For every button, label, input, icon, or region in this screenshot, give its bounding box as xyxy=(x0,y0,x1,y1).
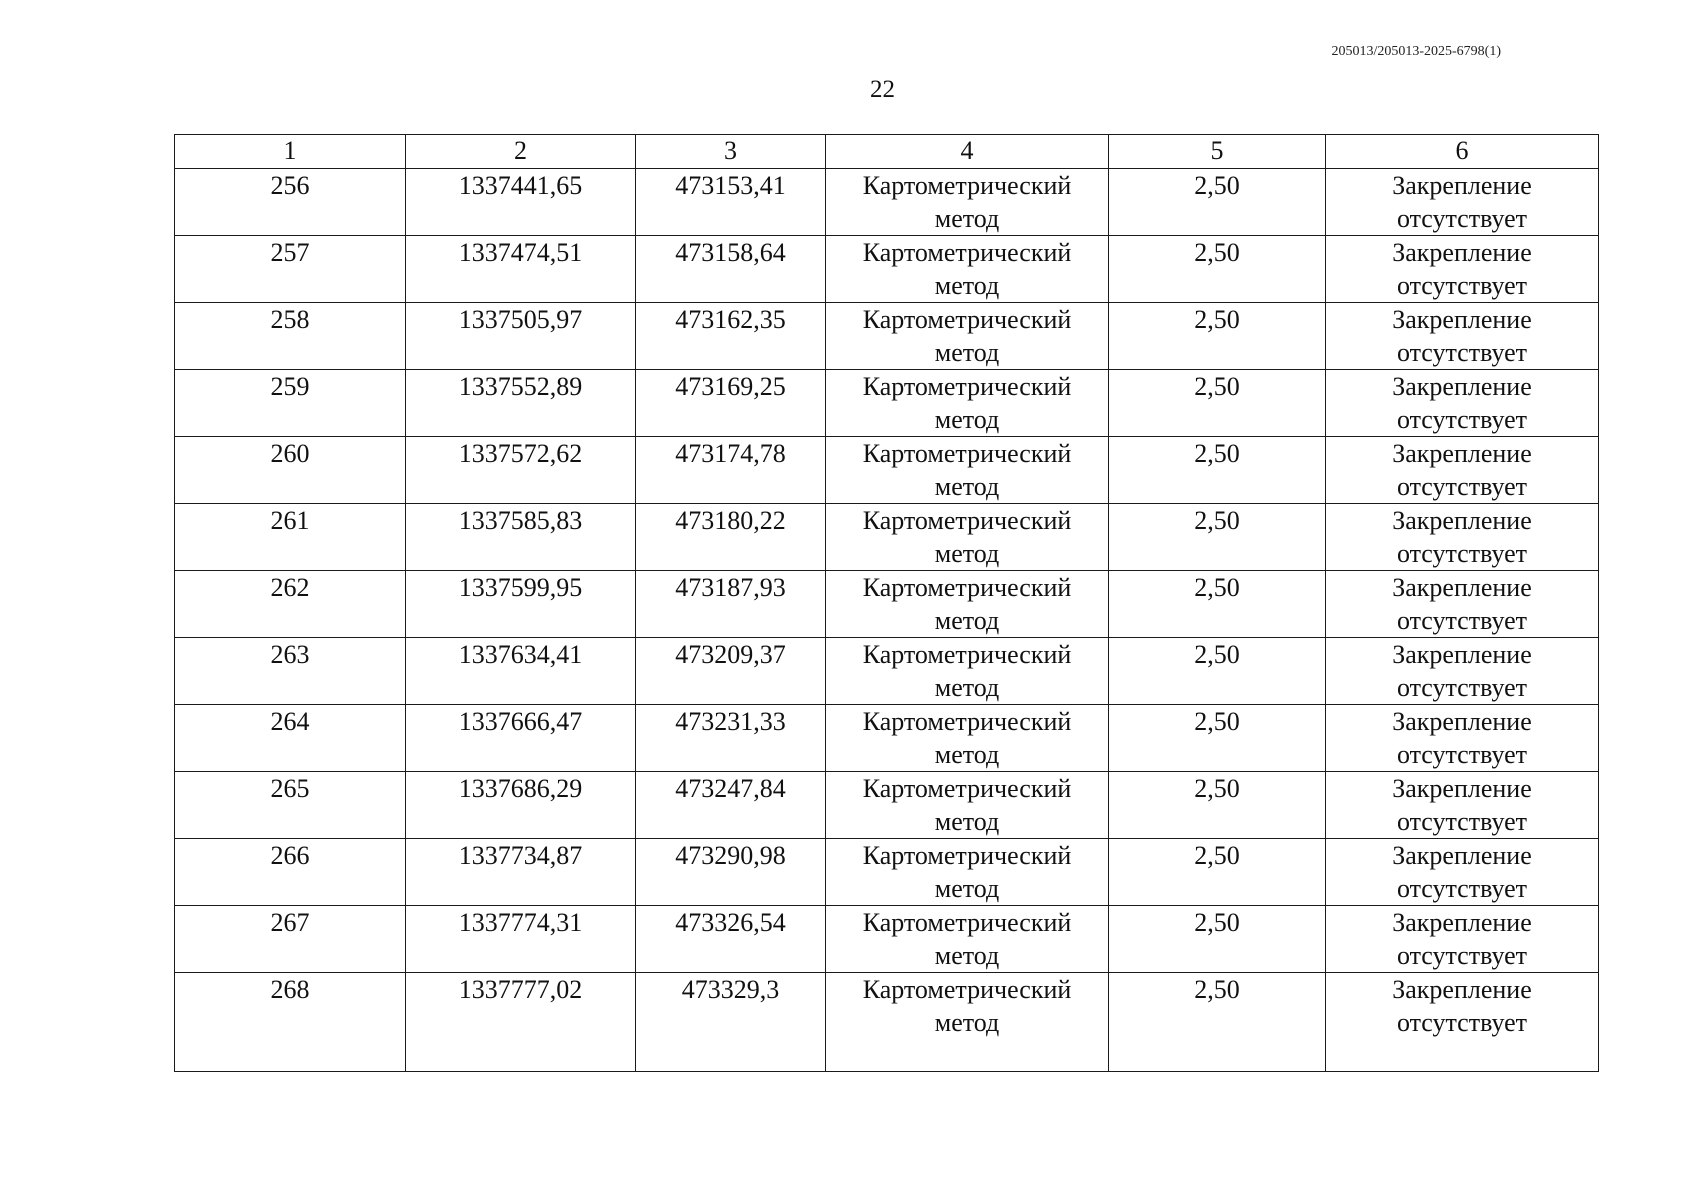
cell-accuracy: 2,50 xyxy=(1109,169,1326,236)
cell-y: 473180,22 xyxy=(636,504,826,571)
method-line-2: метод xyxy=(934,1008,1000,1037)
cell-x: 1337777,02 xyxy=(406,973,636,1072)
cell-fixation xyxy=(1326,571,1599,638)
cell-fixation xyxy=(1326,973,1599,1072)
table-row xyxy=(175,437,1599,504)
method-line-2: метод xyxy=(934,807,1000,836)
cell-accuracy: 2,50 xyxy=(1109,236,1326,303)
fixation-line-2: отсутствует xyxy=(1396,673,1528,702)
cell-fixation xyxy=(1326,839,1599,906)
table-row xyxy=(175,504,1599,571)
method-line-2: метод xyxy=(934,204,1000,233)
cell-point-number: 264 xyxy=(175,705,406,772)
fixation-line-2: отсутствует xyxy=(1396,1008,1528,1037)
header-cell-point-number: 1 xyxy=(175,135,406,169)
cell-accuracy: 2,50 xyxy=(1109,906,1326,973)
cell-method xyxy=(826,638,1109,705)
fixation-line-2: отсутствует xyxy=(1396,606,1528,635)
table-row xyxy=(175,772,1599,839)
method-line-1: Картометрический xyxy=(862,238,1072,267)
cell-method xyxy=(826,169,1109,236)
cell-y: 473329,3 xyxy=(636,973,826,1072)
header-cell-x: 2 xyxy=(406,135,636,169)
fixation-line-2: отсутствует xyxy=(1396,338,1528,367)
cell-x: 1337441,65 xyxy=(406,169,636,236)
cell-y: 473153,41 xyxy=(636,169,826,236)
method-line-2: метод xyxy=(934,941,1000,970)
table-row xyxy=(175,705,1599,772)
cell-point-number: 259 xyxy=(175,370,406,437)
cell-fixation xyxy=(1326,169,1599,236)
fixation-line-2: отсутствует xyxy=(1396,740,1528,769)
method-line-2: метод xyxy=(934,740,1000,769)
cell-method xyxy=(826,303,1109,370)
cell-accuracy: 2,50 xyxy=(1109,839,1326,906)
method-line-1: Картометрический xyxy=(862,171,1072,200)
table-row xyxy=(175,370,1599,437)
table-row xyxy=(175,169,1599,236)
method-line-2: метод xyxy=(934,539,1000,568)
method-line-2: метод xyxy=(934,606,1000,635)
fixation-line-2: отсутствует xyxy=(1396,874,1528,903)
cell-point-number: 258 xyxy=(175,303,406,370)
fixation-line-2: отсутствует xyxy=(1396,807,1528,836)
header-cell-method: 4 xyxy=(826,135,1109,169)
cell-point-number: 260 xyxy=(175,437,406,504)
cell-fixation xyxy=(1326,705,1599,772)
cell-method xyxy=(826,839,1109,906)
cell-y: 473326,54 xyxy=(636,906,826,973)
cell-fixation xyxy=(1326,437,1599,504)
cell-accuracy: 2,50 xyxy=(1109,973,1326,1072)
cell-method xyxy=(826,370,1109,437)
cell-x: 1337599,95 xyxy=(406,571,636,638)
fixation-line-1: Закрепление xyxy=(1392,707,1532,736)
method-line-1: Картометрический xyxy=(862,573,1072,602)
method-line-2: метод xyxy=(934,271,1000,300)
method-line-2: метод xyxy=(934,874,1000,903)
fixation-line-2: отсутствует xyxy=(1396,405,1528,434)
table-row xyxy=(175,839,1599,906)
cell-x: 1337686,29 xyxy=(406,772,636,839)
cell-method xyxy=(826,504,1109,571)
table-row xyxy=(175,236,1599,303)
method-line-1: Картометрический xyxy=(862,908,1072,937)
header-cell-accuracy: 5 xyxy=(1109,135,1326,169)
fixation-line-2: отсутствует xyxy=(1396,941,1528,970)
cell-y: 473169,25 xyxy=(636,370,826,437)
table-row xyxy=(175,906,1599,973)
cell-point-number: 268 xyxy=(175,973,406,1072)
cell-accuracy: 2,50 xyxy=(1109,437,1326,504)
cell-accuracy: 2,50 xyxy=(1109,571,1326,638)
fixation-line-1: Закрепление xyxy=(1392,506,1532,535)
table-row xyxy=(175,973,1599,1072)
fixation-line-1: Закрепление xyxy=(1392,774,1532,803)
cell-x: 1337505,97 xyxy=(406,303,636,370)
method-line-2: метод xyxy=(934,405,1000,434)
cell-accuracy: 2,50 xyxy=(1109,705,1326,772)
cell-x: 1337634,41 xyxy=(406,638,636,705)
method-line-1: Картометрический xyxy=(862,707,1072,736)
table-header xyxy=(175,135,1599,169)
method-line-1: Картометрический xyxy=(862,506,1072,535)
cell-method xyxy=(826,973,1109,1072)
method-line-2: метод xyxy=(934,673,1000,702)
table-body xyxy=(175,169,1599,1072)
table-row xyxy=(175,638,1599,705)
header-row xyxy=(175,135,1599,169)
cell-y: 473209,37 xyxy=(636,638,826,705)
fixation-line-1: Закрепление xyxy=(1392,439,1532,468)
cell-fixation xyxy=(1326,370,1599,437)
cell-y: 473231,33 xyxy=(636,705,826,772)
fixation-line-1: Закрепление xyxy=(1392,975,1532,1004)
fixation-line-2: отсутствует xyxy=(1396,204,1528,233)
cell-point-number: 267 xyxy=(175,906,406,973)
cell-x: 1337734,87 xyxy=(406,839,636,906)
method-line-1: Картометрический xyxy=(862,439,1072,468)
cell-point-number: 265 xyxy=(175,772,406,839)
cell-accuracy: 2,50 xyxy=(1109,638,1326,705)
cell-y: 473174,78 xyxy=(636,437,826,504)
fixation-line-2: отсутствует xyxy=(1396,539,1528,568)
document-id: 205013/205013-2025-6798(1) xyxy=(1331,44,1501,59)
method-line-1: Картометрический xyxy=(862,774,1072,803)
method-line-1: Картометрический xyxy=(862,305,1072,334)
cell-point-number: 256 xyxy=(175,169,406,236)
cell-x: 1337585,83 xyxy=(406,504,636,571)
header-cell-fixation: 6 xyxy=(1326,135,1599,169)
coordinates-table xyxy=(174,134,1599,1072)
cell-method xyxy=(826,236,1109,303)
cell-y: 473187,93 xyxy=(636,571,826,638)
cell-x: 1337572,62 xyxy=(406,437,636,504)
page-number: 22 xyxy=(870,76,895,103)
cell-method xyxy=(826,571,1109,638)
fixation-line-1: Закрепление xyxy=(1392,305,1532,334)
fixation-line-1: Закрепление xyxy=(1392,640,1532,669)
fixation-line-1: Закрепление xyxy=(1392,841,1532,870)
fixation-line-2: отсутствует xyxy=(1396,472,1528,501)
cell-method xyxy=(826,705,1109,772)
cell-accuracy: 2,50 xyxy=(1109,772,1326,839)
cell-fixation xyxy=(1326,638,1599,705)
cell-accuracy: 2,50 xyxy=(1109,504,1326,571)
cell-y: 473162,35 xyxy=(636,303,826,370)
fixation-line-2: отсутствует xyxy=(1396,271,1528,300)
cell-point-number: 261 xyxy=(175,504,406,571)
cell-point-number: 257 xyxy=(175,236,406,303)
cell-fixation xyxy=(1326,906,1599,973)
cell-accuracy: 2,50 xyxy=(1109,370,1326,437)
cell-fixation xyxy=(1326,303,1599,370)
cell-y: 473247,84 xyxy=(636,772,826,839)
fixation-line-1: Закрепление xyxy=(1392,238,1532,267)
cell-x: 1337774,31 xyxy=(406,906,636,973)
cell-fixation xyxy=(1326,504,1599,571)
cell-x: 1337474,51 xyxy=(406,236,636,303)
cell-y: 473290,98 xyxy=(636,839,826,906)
cell-x: 1337552,89 xyxy=(406,370,636,437)
method-line-1: Картометрический xyxy=(862,841,1072,870)
method-line-1: Картометрический xyxy=(862,975,1072,1004)
method-line-1: Картометрический xyxy=(862,640,1072,669)
cell-method xyxy=(826,437,1109,504)
cell-method xyxy=(826,772,1109,839)
header-cell-y: 3 xyxy=(636,135,826,169)
coordinates-table-container xyxy=(174,134,1598,1072)
method-line-2: метод xyxy=(934,472,1000,501)
cell-point-number: 263 xyxy=(175,638,406,705)
table-row xyxy=(175,571,1599,638)
cell-x: 1337666,47 xyxy=(406,705,636,772)
method-line-1: Картометрический xyxy=(862,372,1072,401)
fixation-line-1: Закрепление xyxy=(1392,908,1532,937)
cell-point-number: 266 xyxy=(175,839,406,906)
cell-fixation xyxy=(1326,772,1599,839)
cell-fixation xyxy=(1326,236,1599,303)
fixation-line-1: Закрепление xyxy=(1392,372,1532,401)
fixation-line-1: Закрепление xyxy=(1392,171,1532,200)
method-line-2: метод xyxy=(934,338,1000,367)
cell-method xyxy=(826,906,1109,973)
cell-point-number: 262 xyxy=(175,571,406,638)
fixation-line-1: Закрепление xyxy=(1392,573,1532,602)
table-row xyxy=(175,303,1599,370)
cell-y: 473158,64 xyxy=(636,236,826,303)
cell-accuracy: 2,50 xyxy=(1109,303,1326,370)
